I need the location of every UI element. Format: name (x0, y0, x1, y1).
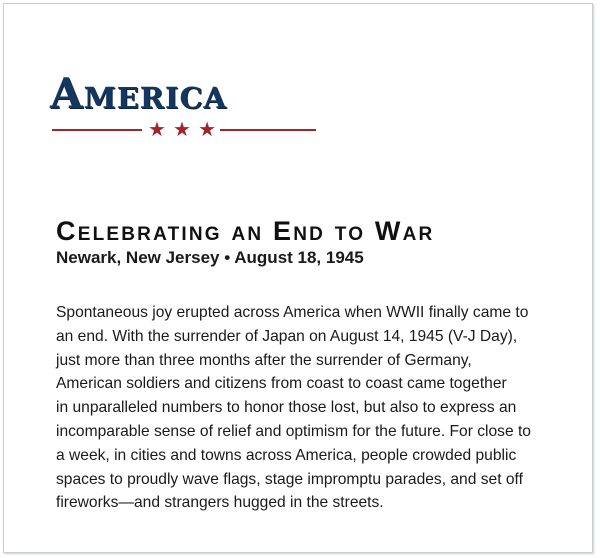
star-icon: ★ (173, 117, 191, 141)
body-line: incomparable sense of relief and optimism for the future. For close to (56, 422, 531, 440)
article-title: Celebrating an End to War (56, 216, 435, 246)
body-line: in unparalleled numbers to honor those lost, but also to express an (56, 399, 517, 417)
body-line: American soldiers and citizens from coast to coast came together (56, 375, 507, 393)
body-line: spaces to proudly wave flags, stage impromptu parades, and set off (56, 470, 523, 488)
star-icon: ★ (148, 117, 166, 141)
logo-rule-left-line (52, 129, 142, 131)
article-body (56, 301, 586, 515)
america-logo (50, 69, 320, 141)
article-subtitle: Newark, New Jersey • August 18, 1945 (56, 248, 364, 267)
star-icon: ★ (198, 117, 216, 141)
logo-stars (148, 118, 216, 140)
logo-rule-right-line (220, 129, 316, 131)
logo-wordmark: America (50, 69, 228, 118)
body-line: fireworks—and strangers hugged in the streets. (56, 494, 384, 512)
logo-rule (50, 117, 320, 141)
body-line: an end. With the surrender of Japan on August 14, 1945 (V-J Day), (56, 327, 518, 345)
page-frame (3, 3, 593, 553)
body-line: a week, in cities and towns across America, people crowded public (56, 446, 517, 464)
body-line: Spontaneous joy erupted across America when WWII finally came to (56, 304, 529, 321)
body-line: just more than three months after the surrender of Germany, (56, 351, 472, 369)
